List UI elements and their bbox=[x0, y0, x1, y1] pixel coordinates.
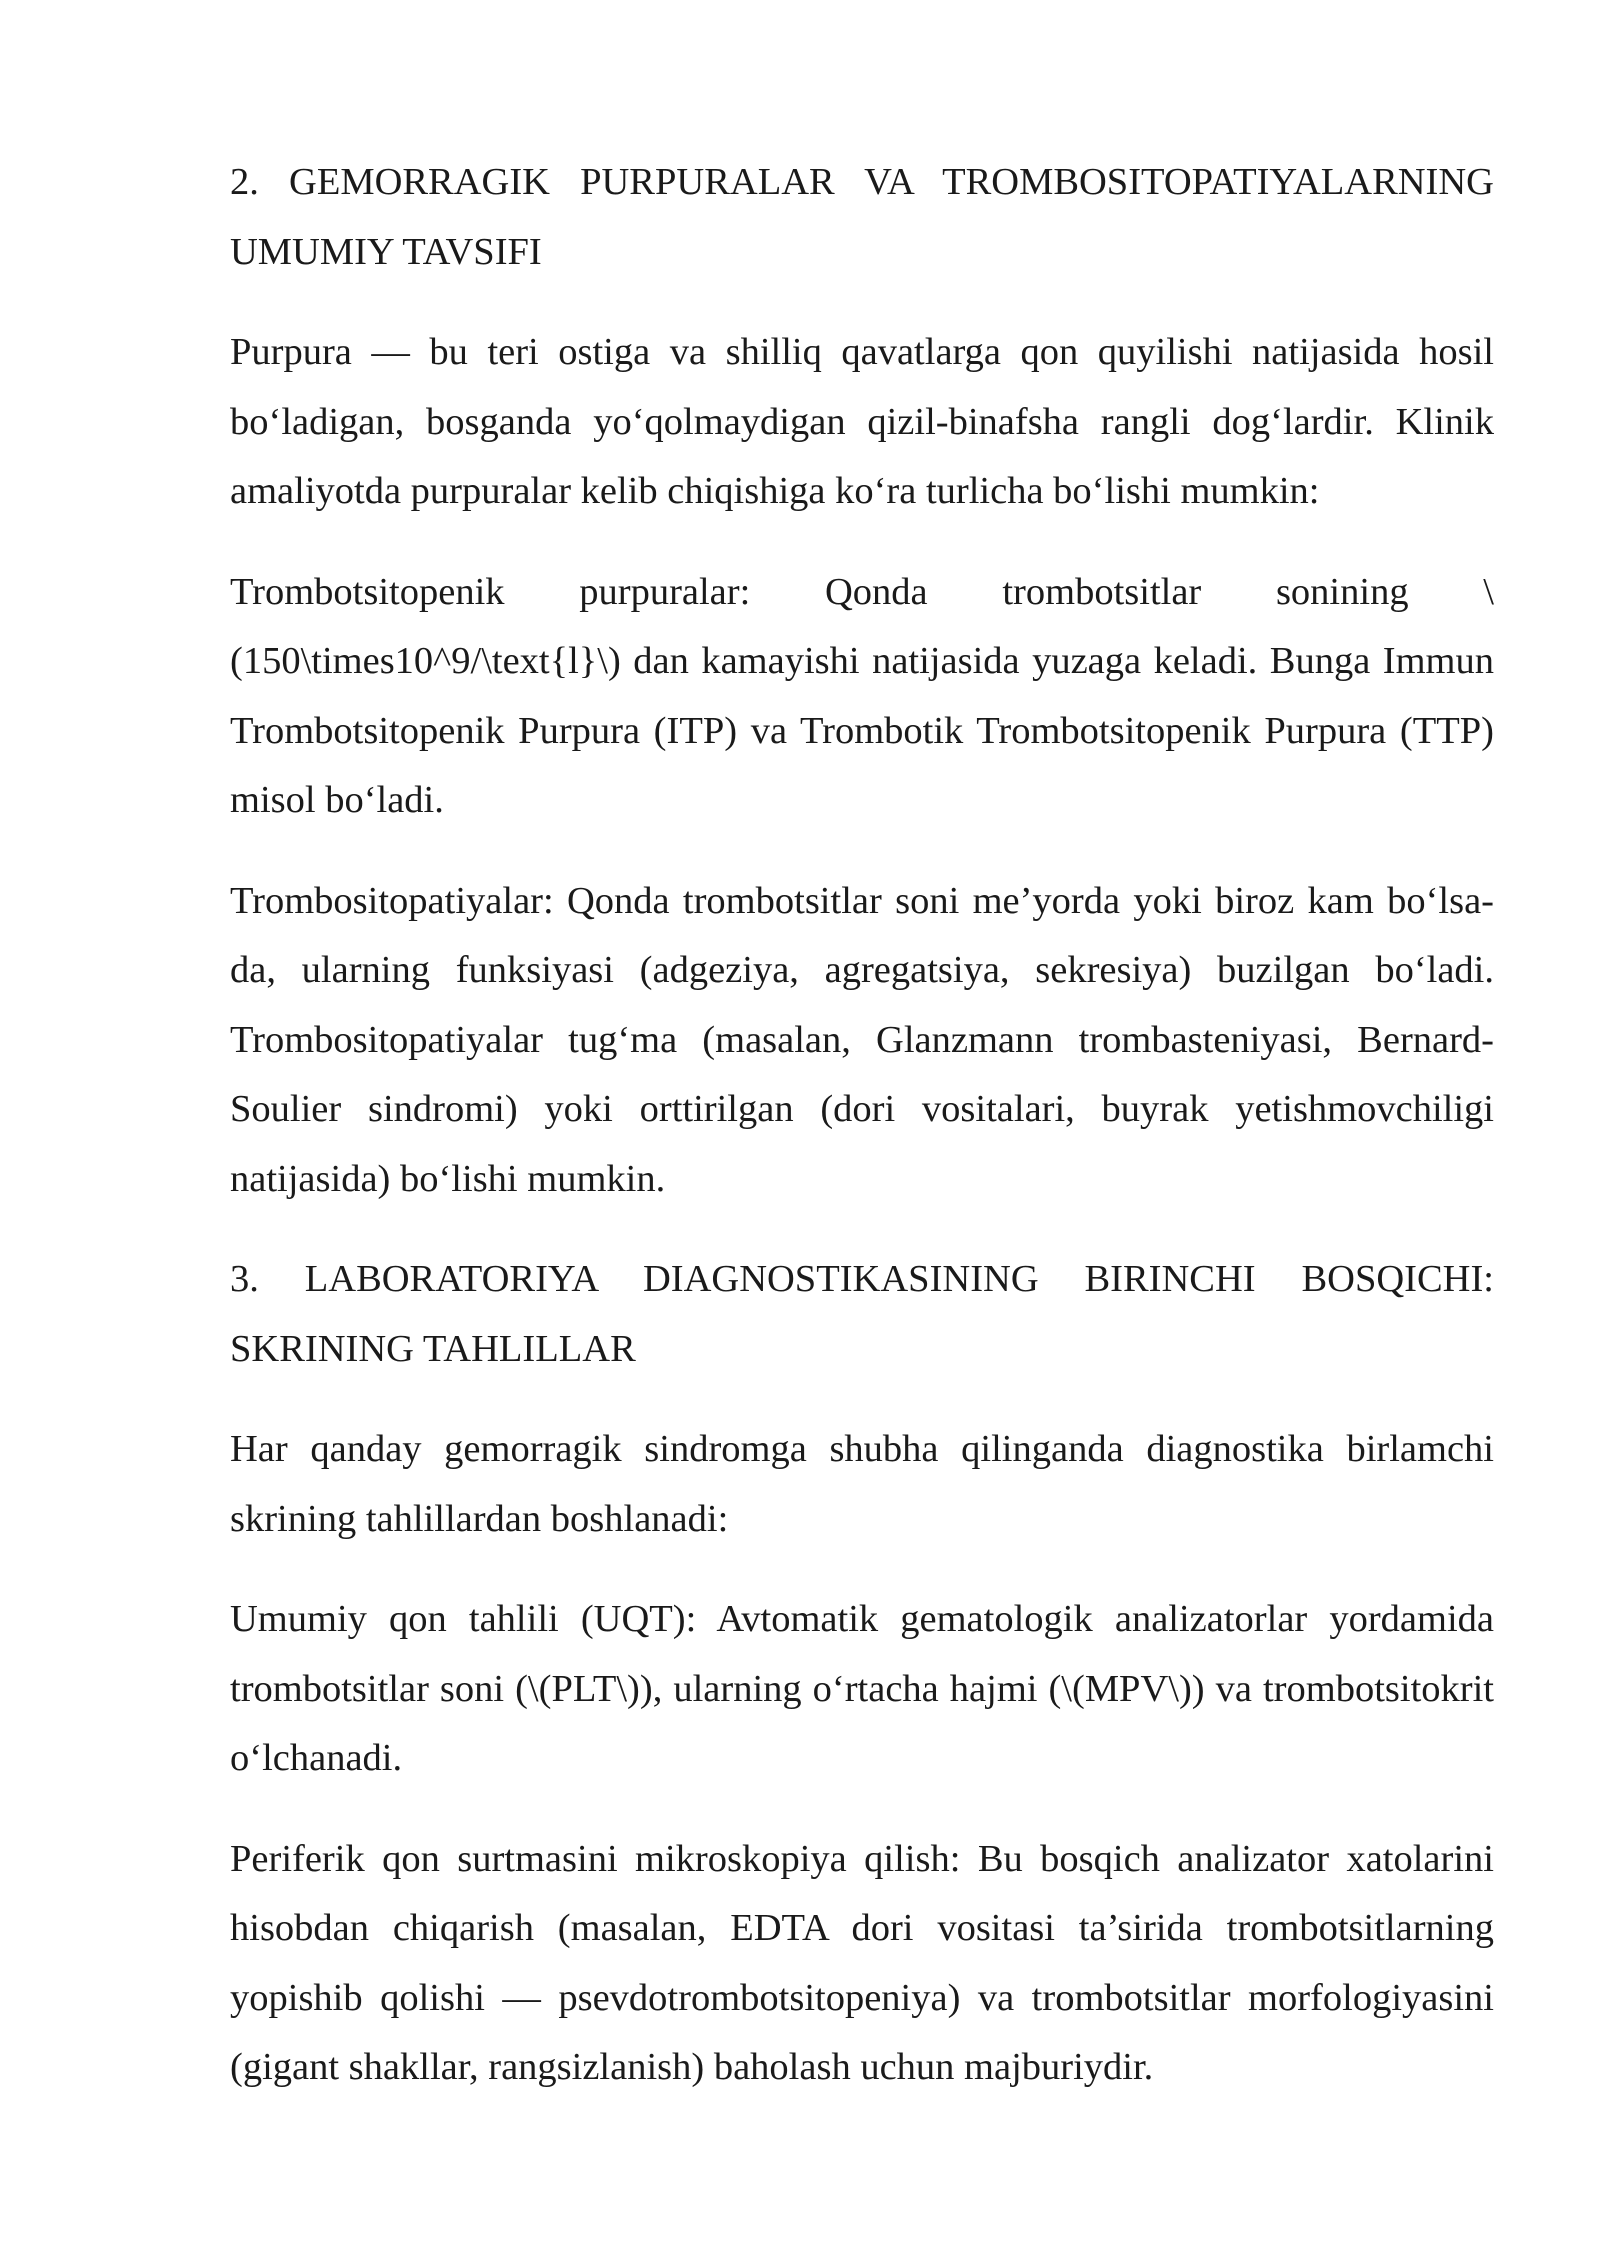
paragraph-blood-smear: Periferik qon surtmasini mikroskopiya qilish: Bu bosqich analizator xatolarini hisobdan chiqarish (masalan, EDTA dori vositasi ta’sirida trombotsitlarning yopishib qolishi — psevdotrombotsitopeniya) va trombotsitlar morfologiyasini (gigant shakllar, rangsizlanish) baholash uchun majburiydir. bbox=[230, 1837, 1494, 2088]
document-body bbox=[230, 148, 1494, 2134]
paragraph-thrombocytopathies: Trombositopatiyalar: Qonda trombotsitlar soni me’yorda yoki biroz kam bo‘lsa-da, ularning funksiyasi (adgeziya, agregatsiya, sekresiya) buzilgan bo‘ladi. Trombositopatiyalar tug‘ma (masalan, Glanzmann trombasteniyasi, Bernard-Soulier sindromi) yoki orttirilgan (dori vositalari, buyrak yetishmovchiligi natijasida) bo‘lishi mumkin. bbox=[230, 879, 1494, 1200]
paragraph-thrombocytopenic-purpuras: Trombotsitopenik purpuralar: Qonda trombotsitlar sonining \(150\times10^9/\text{l}\) dan kamayishi natijasida yuzaga keladi. Bunga Immun Trombotsitopenik Purpura (ITP) va Trombotik Trombotsitopenik Purpura (TTP) misol bo‘ladi. bbox=[230, 570, 1494, 821]
paragraph-screening-intro: Har qanday gemorragik sindromga shubha qilinganda diagnostika birlamchi skrining tahlillardan boshlanadi: bbox=[230, 1428, 1494, 1540]
paragraph-complete-blood-count: Umumiy qon tahlili (UQT): Avtomatik gematologik analizatorlar yordamida trombotsitlar soni (\(PLT\)), ularning o‘rtacha hajmi (\(MPV\)) va trombotsitokrit o‘lchanadi. bbox=[230, 1598, 1494, 1779]
section-heading-purpuras: 2. GEMORRAGIK PURPURALAR VA TROMBOSITOPATIYALARNING UMUMIY TAVSIFI bbox=[230, 161, 1494, 273]
paragraph-purpura-definition: Purpura — bu teri ostiga va shilliq qavatlarga qon quyilishi natijasida hosil bo‘ladigan, bosganda yo‘qolmaydigan qizil-binafsha rangli dog‘lardir. Klinik amaliyotda purpuralar kelib chiqishiga ko‘ra turlicha bo‘lishi mumkin: bbox=[230, 331, 1494, 512]
section-heading-screening: 3. LABORATORIYA DIAGNOSTIKASINING BIRINCHI BOSQICHI: SKRINING TAHLILLAR bbox=[230, 1258, 1494, 1370]
